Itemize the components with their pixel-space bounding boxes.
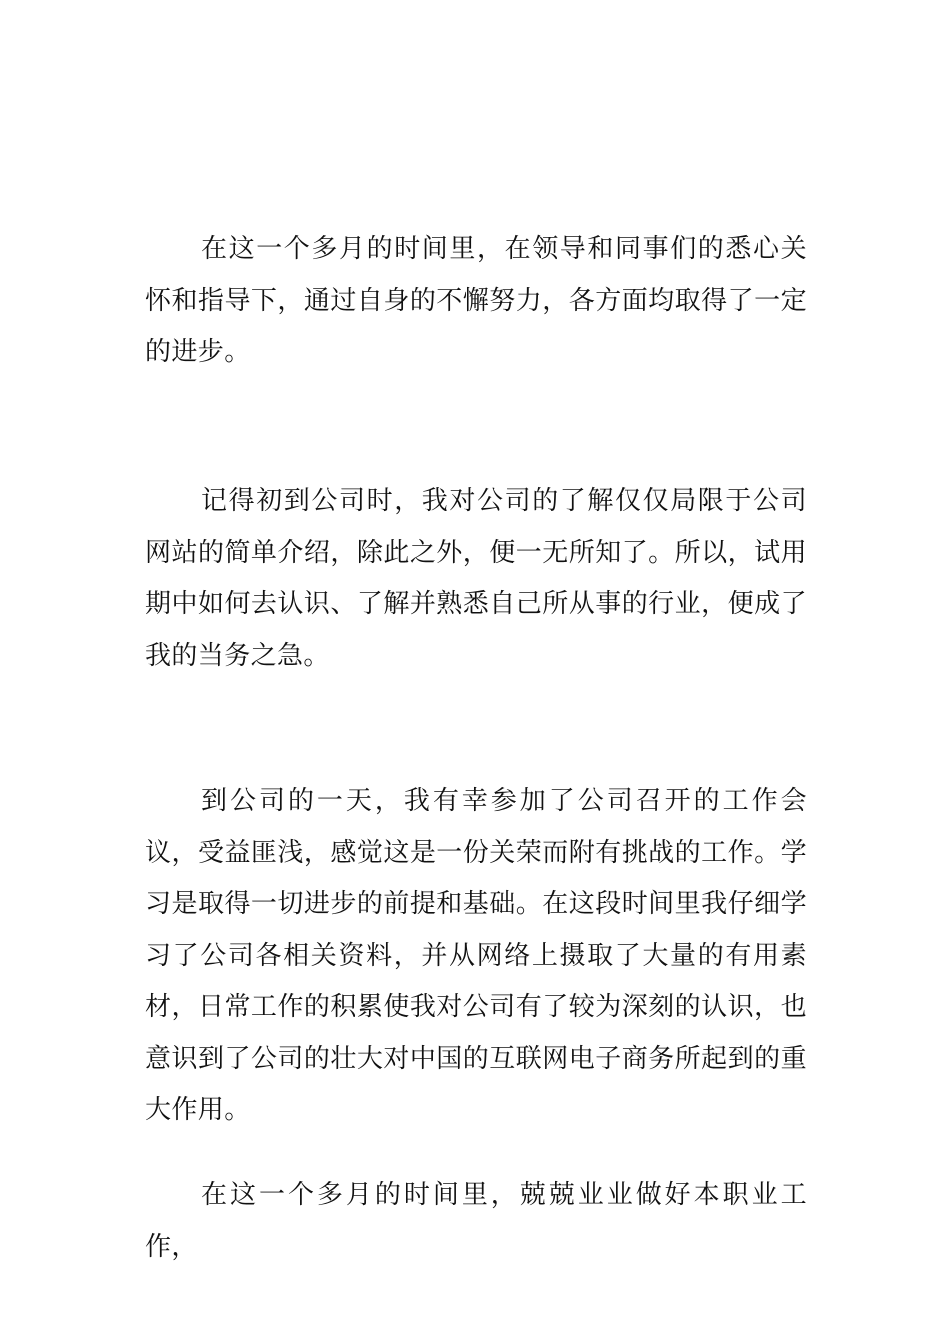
paragraph-4: 在这一个多月的时间里，兢兢业业做好本职业工作，	[145, 1180, 807, 1262]
paragraph-3: 到公司的一天，我有幸参加了公司召开的工作会议，受益匪浅，感觉这是一份关荣而附有挑战的工作。学习是取得一切进步的前提和基础。在这段时间里我仔细学习了公司各相关资料，并从网络上摄取了大量的有用素材，日常工作的积累使我对公司有了较为深刻的认识，也意识到了公司的壮大对中国的互联网电子商务所起到的重大作用。	[145, 786, 807, 1125]
paragraph-2: 记得初到公司时，我对公司的了解仅仅局限于公司网站的简单介绍，除此之外，便一无所知了。所以，试用期中如何去认识、了解并熟悉自己所从事的行业，便成了我的当务之急。	[145, 486, 807, 671]
paragraph-1: 在这一个多月的时间里，在领导和同事们的悉心关怀和指导下，通过自身的不懈努力，各方面均取得了一定的进步。	[145, 234, 807, 367]
